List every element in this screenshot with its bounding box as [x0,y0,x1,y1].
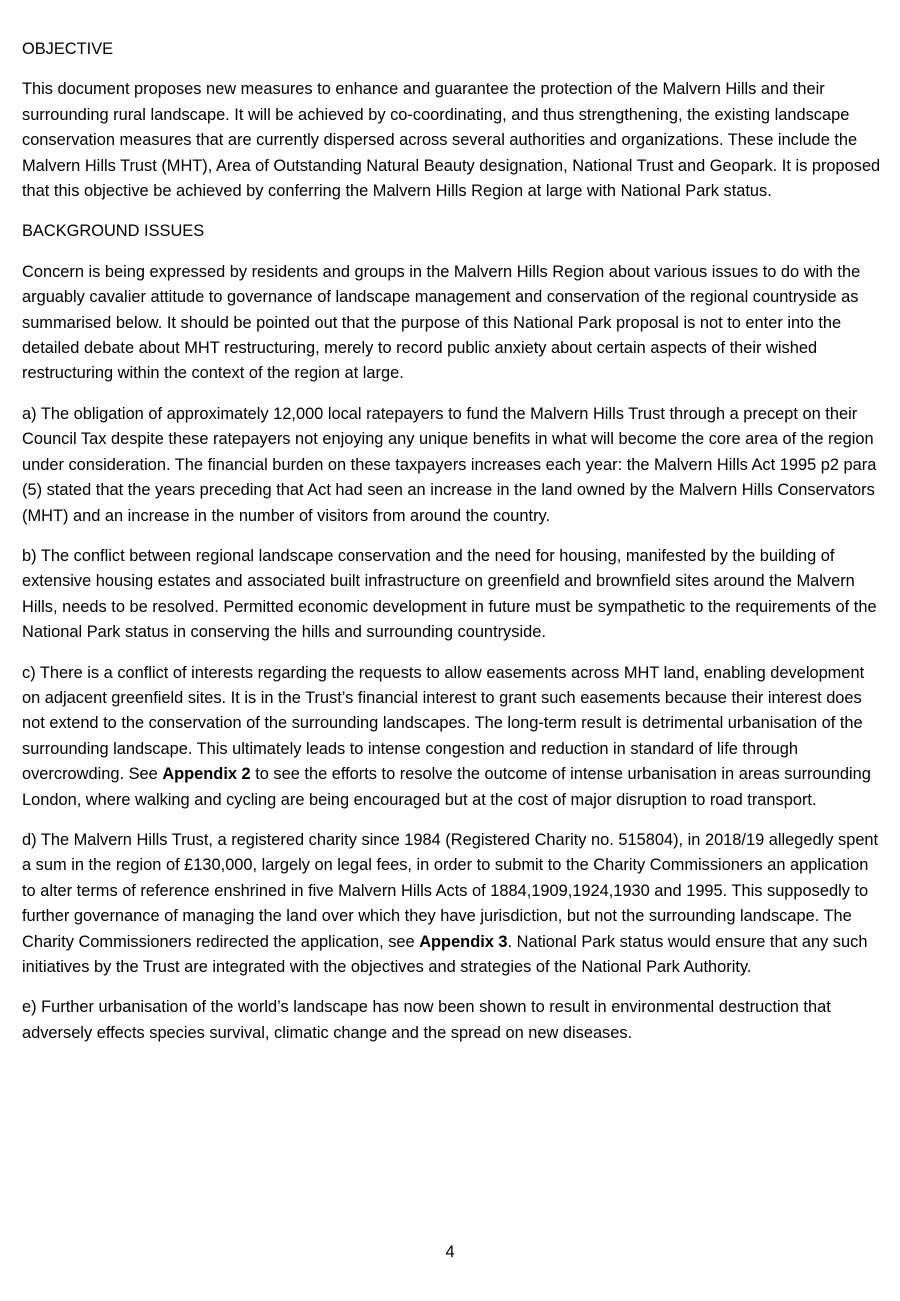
issue-e-paragraph: e) Further urbanisation of the world’s landscape has now been shown to result in environmental destruction that adversely effects species survival, climatic change and the spread on new diseases. [22,998,831,1042]
background-intro-paragraph: Concern is being expressed by residents and groups in the Malvern Hills Region about various issues to do with the arguably cavalier attitude to governance of landscape management and conservation of the regional countryside as summarised below. It should be pointed out that the purpose of this National Park proposal is not to enter into the detailed debate about MHT restructuring, merely to record public anxiety about certain aspects of their wished restructuring within the context of the region at large. [22,262,861,383]
issue-d-text-start: d) The Malvern Hills Trust, a registered charity since 1984 (Registered Charity no. 515804), in 2018/19 allegedly spent a sum in the region of £130,000, largely on legal fees, in order to submit to the Charity Commissioners an application to alter terms of reference enshrined in five Malvern Hills Acts of 1884,1909,1924,1930 and 1995. This supposedly to further governance of managing the land over which they have jurisdiction, but not the surrounding landscape. The Charity Commissioners redirected the application, see [22,830,879,951]
objective-heading: OBJECTIVE [22,40,114,58]
issue-d-text-end: . National Park status would ensure that any such initiatives by the Trust are integrated with the objectives and strategies of the National Park Authority. [22,932,868,976]
issue-c-paragraph [22,661,884,813]
background-issues-heading: BACKGROUND ISSUES [22,222,205,241]
objective-paragraph: This document proposes new measures to enhance and guarantee the protection of the Malvern Hills and their surrounding rural landscape. It will be achieved by co-coordinating, and thus strengthening, the existing landscape conservation measures that are currently dispersed across several authorities and organizations. These include the Malvern Hills Trust (MHT), Area of Outstanding Natural Beauty designation, National Trust and Geopark. It is proposed that this objective be achieved by conferring the Malvern Hills Region at large with National Park status. [22,80,881,201]
issue-d-paragraph [22,828,884,980]
issue-c-text-start: c) There is a conflict of interests regarding the requests to allow easements across MHT land, enabling development on adjacent greenfield sites. It is in the Trust’s financial interest to grant such easements because their interest does not extend to the conservation of the surrounding landscapes. The long-term result is detrimental urbanisation of the surrounding landscape. This ultimately leads to intense congestion and reduction in standard of life through overcrowding. See [22,663,865,784]
document-page [22,37,884,1061]
issue-c-text-end: to see the efforts to resolve the outcome of intense urbanisation in areas surrounding London, where walking and cycling are being encouraged but at the cost of major disruption to road transport. [22,765,871,809]
issue-b-paragraph: b) The conflict between regional landscape conservation and the need for housing, manifested by the building of extensive housing estates and associated built infrastructure on greenfield and brownfield sites around the Malvern Hills, needs to be resolved. Permitted economic development in future must be sympathetic to the requirements of the National Park status in conserving the hills and surrounding countryside. [22,546,877,642]
issue-a-paragraph: a) The obligation of approximately 12,000 local ratepayers to fund the Malvern Hills Trust through a precept on their Council Tax despite these ratepayers not enjoying any unique benefits in what will become the core area of the region under consideration. The financial burden on these taxpayers increases each year: the Malvern Hills Act 1995 p2 para (5) stated that the years preceding that Act had seen an increase in the land owned by the Malvern Hills Conservators (MHT) and an increase in the number of visitors from around the country. [22,404,877,525]
appendix-3-reference: Appendix 3 [419,932,508,951]
page-number: 4 [445,1243,455,1261]
appendix-2-reference: Appendix 2 [162,765,251,784]
